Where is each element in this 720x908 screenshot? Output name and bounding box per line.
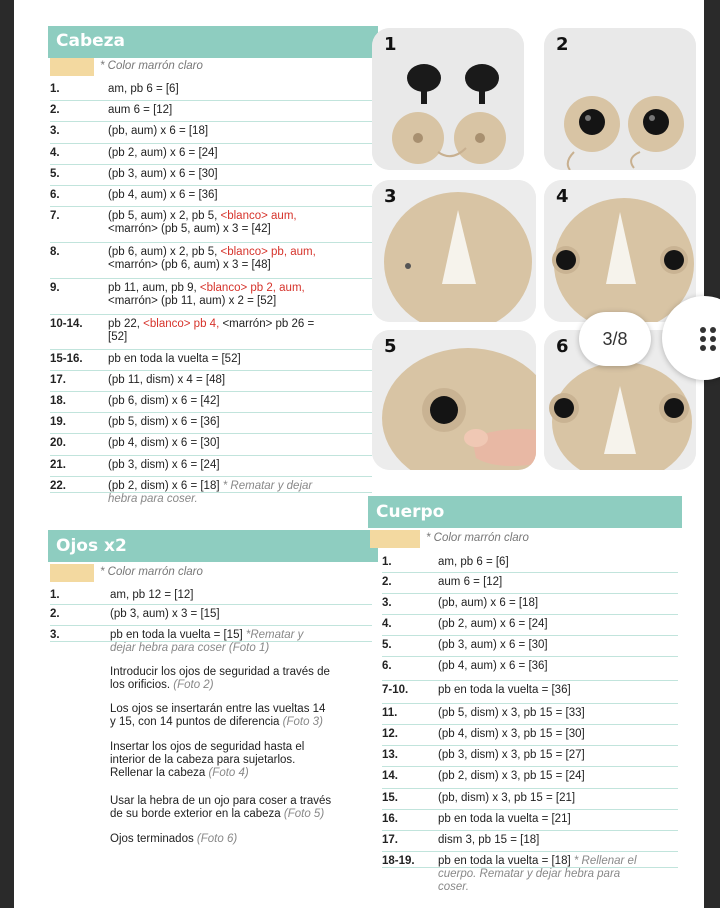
row-line [108,83,372,96]
color-swatch [370,530,420,548]
row-instruction: (pb 5, dism) x 3, pb 15 = [33] [438,707,585,719]
row-text [438,660,678,673]
row-text [438,834,678,847]
paragraph-text: interior de la cabeza para sujetarlos. [110,754,296,766]
section-header-cuerpo [368,496,682,528]
row-divider [50,164,372,165]
row-number: 7-10. [382,684,409,696]
row-divider [382,680,678,681]
row-line [438,639,678,652]
row-line [438,576,678,589]
row-text [438,576,678,589]
row-text [108,147,372,160]
row-instruction: (pb 4, aum) x 6 = [36] [438,660,548,672]
row-line-2: [52] [108,331,128,343]
paragraph-text: de su borde exterior en la cabeza [110,808,281,820]
section-header-ojos [48,530,378,562]
row-instruction: (pb, dism) x 3, pb 15 = [21] [438,792,576,804]
row-number: 18-19. [382,855,415,867]
row-instruction: (pb 2, dism) x 3, pb 15 = [24] [438,770,585,782]
row-line [108,147,372,160]
row-divider [50,433,372,434]
paragraph-text: Introducir los ojos de seguridad a través de [110,666,330,678]
row-line-2: <marrón> (pb 5, aum) x 3 = [42] [108,223,271,235]
photo-label: 2 [556,34,569,55]
photo-reference: (Foto 2) [170,679,214,691]
row-line [108,353,372,366]
row-line [438,834,678,847]
row-line [108,282,372,295]
row-text [108,282,372,308]
row-line [108,395,372,408]
photo-2 [544,28,696,170]
section-title: Cuerpo [376,502,445,522]
paragraph-text: los orificios. [110,679,171,691]
row-line [108,374,372,387]
row-instruction: (pb 3, dism) x 3, pb 15 = [27] [438,749,585,761]
row-line [108,437,372,450]
row-note: * Rematar y dejar [219,480,313,492]
row-divider [50,391,372,392]
row-instruction: am, pb 6 = [6] [438,556,509,568]
color-note-text: * Color marrón claro [100,566,203,578]
row-divider [50,100,372,101]
row-line-2: <marrón> (pb 6, aum) x 3 = [48] [108,259,271,271]
row-number: 2. [382,576,392,588]
photo-5-image [372,330,536,470]
paragraph-line [110,833,372,846]
row-line [108,246,372,259]
row-divider [50,604,372,605]
row-instruction: (pb 5, dism) x 6 = [36] [108,416,220,428]
photo-label: 3 [384,186,397,207]
row-number: 4. [50,147,60,159]
row-text [108,104,372,117]
row-instruction: (pb, aum) x 6 = [18] [438,597,539,609]
row-note-3: coser. [438,881,469,893]
row-divider [382,830,678,831]
row-text [438,707,678,720]
photo-reference: (Foto 4) [205,767,249,779]
section-title: Cabeza [56,31,126,51]
photo-5 [372,330,536,470]
section-header-cabeza [48,26,378,58]
row-text [110,608,372,621]
row-line [108,125,372,138]
row-divider [50,185,372,186]
color-swatch [50,58,94,76]
paragraph-line [110,716,372,729]
row-text [108,459,372,472]
photo-reference: (Foto 6) [193,833,238,845]
row-number: 15-16. [50,353,83,365]
row-instruction: dism 3, pb 15 = [18] [438,834,540,846]
paragraph-line [110,679,372,692]
row-text [108,480,372,506]
row-instruction: pb en toda la vuelta = [15] [110,629,243,641]
row-text [108,318,372,344]
row-number: 2. [50,104,60,116]
row-line [438,597,678,610]
row-instruction: pb 11, aum, pb 9, [108,282,200,294]
row-instruction: (pb 5, aum) x 2, pb 5, [108,210,221,222]
row-divider [50,242,372,243]
row-divider [382,572,678,573]
row-number: 22. [50,480,66,492]
row-text [438,597,678,610]
instruction-paragraph [110,666,372,692]
row-divider [50,278,372,279]
row-divider [50,476,372,477]
paragraph-text: y 15, con 14 puntos de diferencia [110,716,280,728]
row-divider [382,809,678,810]
row-line [438,618,678,631]
photo-reference: (Foto 3) [279,716,323,728]
row-divider [50,412,372,413]
row-instruction: (pb 3, dism) x 6 = [24] [108,459,220,471]
row-text [108,374,372,387]
row-number: 7. [50,210,60,222]
row-instruction: <marrón> pb 26 = [219,318,315,330]
row-divider [50,625,372,626]
row-instruction: (pb 6, aum) x 2, pb 5, [108,246,221,258]
row-number: 3. [382,597,392,609]
row-number: 1. [50,589,60,601]
row-number: 18. [50,395,66,407]
row-number: 15. [382,792,398,804]
color-change-text: <blanco> pb 4, [143,318,220,330]
row-divider [50,349,372,350]
row-line [438,556,678,569]
row-divider [50,641,372,642]
paragraph-text: Usar la hebra de un ojo para coser a través [110,795,332,807]
row-line [438,813,678,826]
instruction-paragraph [110,741,372,780]
row-text [108,246,372,272]
row-line [438,792,678,805]
row-number: 5. [382,639,392,651]
row-instruction: (pb 4, aum) x 6 = [36] [108,189,218,201]
paragraph-text: Rellenar la cabeza [110,767,206,779]
row-number: 3. [50,125,60,137]
row-line [108,459,372,472]
row-text [438,556,678,569]
photo-label: 6 [556,336,569,357]
row-number: 5. [50,168,60,180]
row-divider [382,745,678,746]
row-text [108,83,372,96]
row-number: 2. [50,608,60,620]
row-number: 6. [382,660,392,672]
pattern-page [14,0,704,908]
row-number: 10-14. [50,318,83,330]
row-instruction: (pb 11, dism) x 4 = [48] [108,374,226,386]
row-instruction: aum 6 = [12] [108,104,173,116]
row-text [438,813,678,826]
row-text [438,684,678,697]
row-divider [50,314,372,315]
row-number: 12. [382,728,398,740]
row-line [108,189,372,202]
row-instruction: aum 6 = [12] [438,576,503,588]
photo-label: 4 [556,186,569,207]
color-note [50,58,370,76]
color-note [50,564,370,582]
row-note: *Rematar y [242,629,304,641]
row-number: 3. [50,629,60,641]
row-number: 20. [50,437,66,449]
paragraph-line [110,741,372,754]
row-divider [382,766,678,767]
photo-4 [544,180,696,322]
row-line [438,728,678,741]
row-instruction: (pb 3, aum) x 6 = [30] [438,639,548,651]
page-indicator [579,312,651,366]
row-note-2: hebra para coser. [108,493,198,505]
row-text [108,416,372,429]
row-line [108,104,372,117]
row-number: 9. [50,282,60,294]
row-number: 14. [382,770,398,782]
row-text [438,770,678,783]
photo-1 [372,28,524,170]
paragraph-line [110,767,372,780]
paragraph-line [110,703,372,716]
row-line [110,608,372,621]
row-text [110,629,372,655]
row-instruction: (pb 4, dism) x 6 = [30] [108,437,220,449]
row-number: 4. [382,618,392,630]
row-divider [50,121,372,122]
row-text [438,728,678,741]
color-change-text: <blanco> pb, aum, [220,246,316,258]
row-divider [50,492,372,493]
row-divider [382,867,678,868]
photo-label: 1 [384,34,397,55]
row-text [108,168,372,181]
row-text [110,589,372,602]
photo-3 [372,180,536,322]
row-line [438,749,678,762]
row-text [108,210,372,236]
row-text [108,189,372,202]
row-text [438,792,678,805]
instruction-paragraph [110,833,372,846]
row-text [108,125,372,138]
row-line-2: <marrón> (pb 11, aum) x 2 = [52] [108,295,277,307]
row-text [438,639,678,652]
row-text [438,618,678,631]
row-instruction: (pb 6, dism) x 6 = [42] [108,395,220,407]
row-instruction: (pb 4, dism) x 3, pb 15 = [30] [438,728,585,740]
row-number: 17. [50,374,66,386]
row-instruction: (pb 2, aum) x 6 = [24] [438,618,548,630]
color-note-text: * Color marrón claro [100,60,203,72]
row-line [108,168,372,181]
paragraph-line [110,795,372,808]
row-number: 16. [382,813,398,825]
paragraph-text: Insertar los ojos de seguridad hasta el [110,741,305,753]
row-line [108,416,372,429]
row-instruction: (pb 2, dism) x 6 = [18] [108,480,220,492]
row-line [438,660,678,673]
paragraph-text: Los ojos se insertarán entre las vueltas 14 [110,703,326,715]
row-instruction: (pb 3, aum) x 6 = [30] [108,168,218,180]
row-text [438,855,678,894]
row-divider [382,703,678,704]
row-instruction: pb en toda la vuelta = [36] [438,684,571,696]
row-text [108,353,372,366]
paragraph-line [110,666,372,679]
row-instruction: pb en toda la vuelta = [18] [438,855,571,867]
paragraph-line [110,808,372,821]
instruction-paragraph [110,703,372,729]
row-note-2: dejar hebra para coser (Foto 1) [110,642,270,654]
row-line [108,210,372,223]
row-instruction: (pb, aum) x 6 = [18] [108,125,209,137]
row-instruction: pb en toda la vuelta = [21] [438,813,571,825]
row-instruction: pb 22, [108,318,144,330]
section-title: Ojos x2 [56,536,127,556]
row-instruction: (pb 2, aum) x 6 = [24] [108,147,218,159]
row-number: 13. [382,749,398,761]
photo-3-image [372,180,536,322]
row-text [108,395,372,408]
row-note-2: cuerpo. Rematar y dejar hebra para [438,868,621,880]
row-number: 21. [50,459,66,471]
row-divider [382,851,678,852]
row-line [110,589,372,602]
color-swatch [50,564,94,582]
row-line [438,707,678,720]
paragraph-line [110,754,372,767]
row-text [108,437,372,450]
row-divider [382,614,678,615]
row-number: 8. [50,246,60,258]
paragraph-text: Ojos terminados [110,833,194,845]
instruction-paragraph [110,795,372,821]
row-divider [382,724,678,725]
row-number: 1. [50,83,60,95]
color-note-text: * Color marrón claro [426,532,529,544]
color-change-text: <blanco> pb 2, aum, [199,282,305,294]
row-line [438,770,678,783]
page-indicator-text: 3/8 [602,328,628,349]
row-divider [382,788,678,789]
row-note: * Rellenar el [570,855,637,867]
row-number: 11. [382,707,398,719]
photo-label: 5 [384,336,397,357]
row-text [438,749,678,762]
row-divider [50,143,372,144]
row-number: 1. [382,556,392,568]
row-line [108,318,372,331]
row-divider [382,635,678,636]
row-divider [50,455,372,456]
row-number: 17. [382,834,398,846]
row-line [438,684,678,697]
color-note [370,530,680,548]
photo-reference: (Foto 5) [280,808,325,820]
row-divider [382,656,678,657]
row-divider [50,206,372,207]
row-instruction: (pb 3, aum) x 3 = [15] [110,608,220,620]
row-divider [50,370,372,371]
row-number: 19. [50,416,66,428]
color-change-text: <blanco> aum, [220,210,297,222]
row-instruction: am, pb 12 = [12] [110,589,194,601]
row-instruction: am, pb 6 = [6] [108,83,179,95]
row-number: 6. [50,189,60,201]
row-instruction: pb en toda la vuelta = [52] [108,353,241,365]
row-divider [382,593,678,594]
